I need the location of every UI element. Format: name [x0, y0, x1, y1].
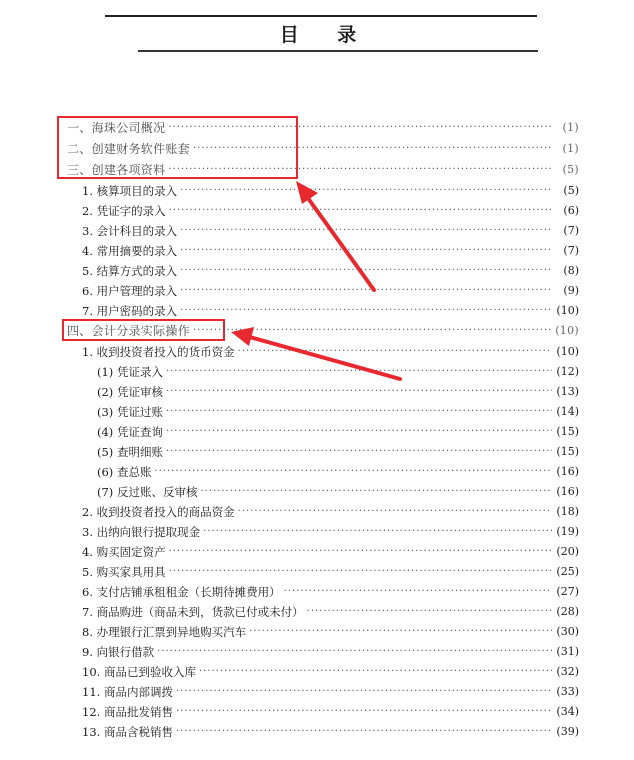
toc-label: 8. 办理银行汇票到异地购买汽车 — [82, 625, 247, 639]
toc-page: (8) — [563, 264, 579, 277]
toc-label: 二、创建财务软件账套 — [67, 142, 191, 156]
toc-page: (32) — [556, 665, 579, 678]
toc-label: 7. 用户密码的录入 — [82, 304, 178, 318]
toc-page: (16) — [556, 485, 579, 498]
toc-page: (9) — [563, 284, 579, 297]
toc-page: (7) — [563, 244, 579, 257]
toc-label: 12. 商品批发销售 — [82, 705, 173, 719]
toc-page: (31) — [556, 645, 579, 658]
arrow-to-section-4-box — [231, 327, 400, 379]
toc-page: (15) — [556, 425, 579, 438]
toc-page: (28) — [556, 605, 579, 618]
toc-page: (16) — [556, 465, 579, 478]
toc-label: 2. 收到投资者投入的商品资金 — [82, 505, 235, 519]
toc-page: (34) — [556, 705, 579, 718]
toc-label: 7. 商品购进（商品未到，货款已付或未付） — [82, 605, 304, 619]
toc-label: 4. 购买固定资产 — [82, 545, 166, 559]
toc-label: (7) 反过账、反审核 — [97, 485, 198, 499]
toc-page: (39) — [556, 725, 579, 738]
toc-page: (6) — [563, 204, 579, 217]
toc-label: 1. 收到投资者投入的货币资金 — [82, 345, 235, 359]
toc-label: (6) 查总账 — [97, 465, 152, 479]
toc-label: 6. 用户管理的录入 — [82, 284, 178, 298]
toc-label: 4. 常用摘要的录入 — [82, 244, 178, 258]
toc-label: 5. 结算方式的录入 — [82, 264, 178, 278]
toc-label: 10. 商品已到验收入库 — [82, 665, 196, 679]
toc-label: 5. 购买家具用具 — [82, 565, 166, 579]
toc-page: (15) — [556, 445, 579, 458]
page-title: 目 录 — [279, 24, 373, 46]
arrow-to-sections-box — [296, 181, 374, 290]
toc-page: (18) — [556, 505, 579, 518]
toc-page: (10) — [556, 304, 579, 317]
toc-label: 1. 核算项目的录入 — [82, 184, 178, 198]
toc-label: (1) 凭证录入 — [97, 365, 163, 379]
toc-page: (10) — [556, 345, 579, 358]
toc-page: (10) — [555, 324, 579, 337]
toc-label: 四、会计分录实际操作 — [67, 324, 191, 338]
toc-page: (14) — [556, 405, 579, 418]
toc-page: (27) — [556, 585, 579, 598]
toc-page: (7) — [563, 224, 579, 237]
toc-page: (12) — [556, 365, 579, 378]
toc-page: (30) — [556, 625, 579, 638]
toc-page: (25) — [556, 565, 579, 578]
toc-page: (20) — [556, 545, 579, 558]
toc-label: 9. 向银行借款 — [82, 645, 155, 659]
toc-label: 3. 会计科目的录入 — [82, 224, 178, 238]
toc-label: 11. 商品内部调拨 — [82, 685, 173, 699]
toc-label: (4) 凭证查询 — [97, 425, 163, 439]
toc-page: (33) — [556, 685, 579, 698]
toc-label: 三、创建各项资料 — [67, 163, 166, 177]
toc-label: 2. 凭证字的录入 — [82, 204, 166, 218]
toc-label: (3) 凭证过账 — [97, 405, 163, 419]
toc-page: (1) — [562, 142, 579, 155]
toc-page: (13) — [556, 385, 579, 398]
toc-label: (2) 凭证审核 — [97, 385, 163, 399]
toc-page: (1) — [562, 121, 579, 134]
toc-label: 一、海珠公司概况 — [67, 121, 166, 135]
toc-label: 3. 出纳向银行提取现金 — [82, 525, 201, 539]
toc-label: 6. 支付店铺承租租金（长期待摊费用） — [82, 585, 281, 599]
toc-label: 13. 商品含税销售 — [82, 725, 173, 739]
toc-page: (19) — [556, 525, 579, 538]
toc-label: (5) 查明细账 — [97, 445, 163, 459]
toc-page: (5) — [562, 163, 579, 176]
toc-page: (5) — [563, 184, 579, 197]
